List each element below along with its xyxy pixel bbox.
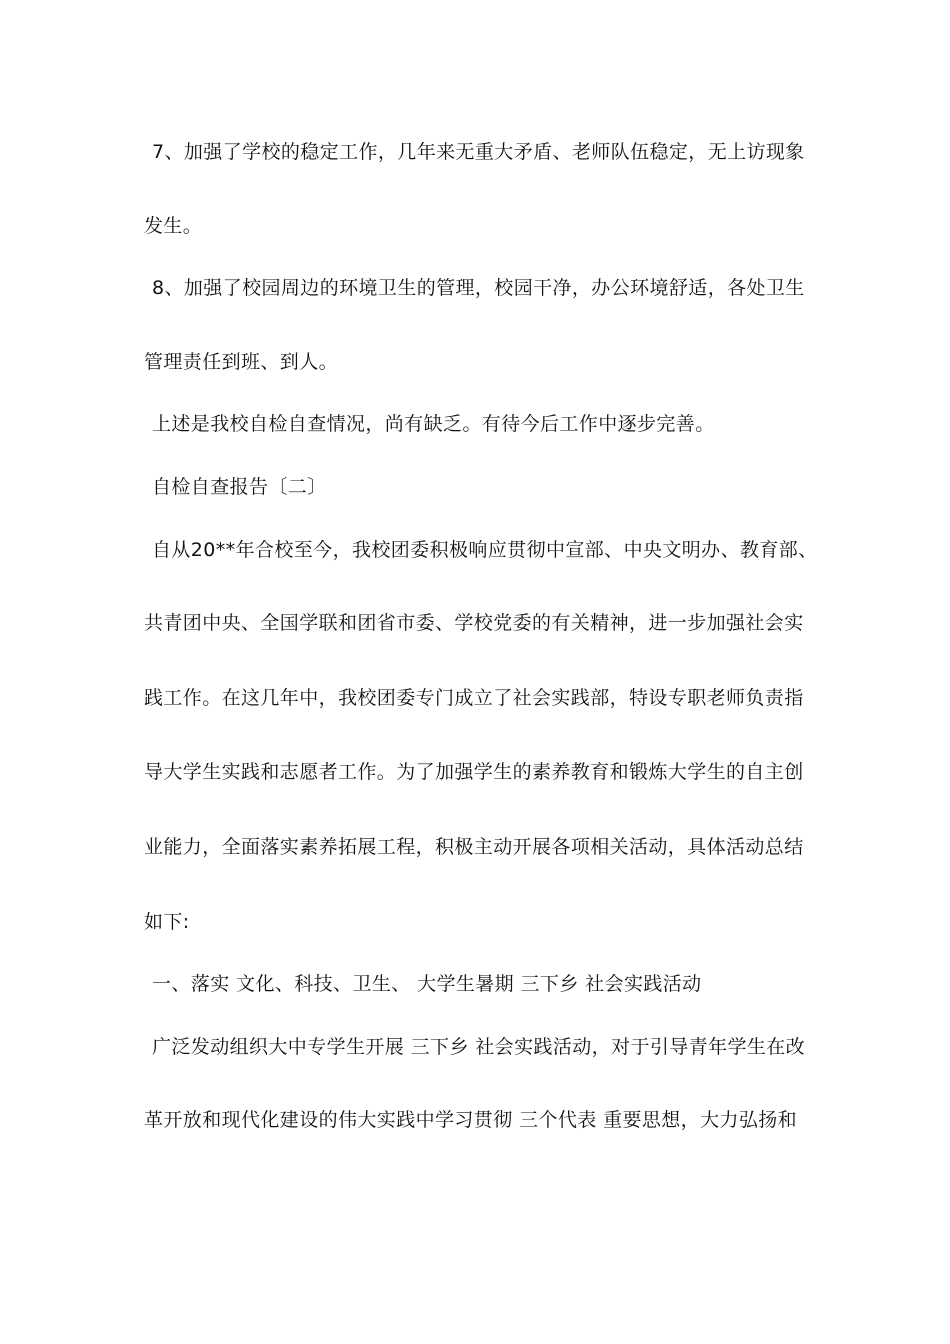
paragraph-item-8-line-2: 管理责任到班、到人。 (144, 351, 339, 373)
paragraph-item-7-line-1: 7、加强了学校的稳定工作，几年来无重大矛盾、老师队伍稳定，无上访现象 (152, 141, 805, 163)
paragraph-item-8-line-1: 8、加强了校园周边的环境卫生的管理，校园干净，办公环境舒适，各处卫生 (152, 277, 805, 299)
paragraph-intro-line-6: 如下: (144, 911, 190, 933)
paragraph-intro-line-5: 业能力，全面落实素养拓展工程，积极主动开展各项相关活动，具体活动总结 (144, 836, 804, 858)
paragraph-intro-line-2: 共青团中央、全国学联和团省市委、学校党委的有关精神，进一步加强社会实 (144, 612, 804, 634)
paragraph-section-one-line-1: 广泛发动组织大中专学生开展 三下乡 社会实践活动，对于引导青年学生在改 (152, 1036, 806, 1058)
paragraph-intro-line-1: 自从20**年合校至今，我校团委积极响应贯彻中宣部、中央文明办、教育部、 (152, 539, 818, 561)
paragraph-item-7-line-2: 发生。 (144, 215, 203, 237)
section-heading-one: 一、落实 文化、科技、卫生、 大学生暑期 三下乡 社会实践活动 (152, 973, 702, 995)
section-heading-report-2: 自检自查报告〔二〕 (152, 476, 327, 498)
paragraph-intro-line-3: 践工作。在这几年中，我校团委专门成立了社会实践部，特设专职老师负责指 (144, 687, 804, 709)
paragraph-intro-line-4: 导大学生实践和志愿者工作。为了加强学生的素养教育和锻炼大学生的自主创 (144, 761, 804, 783)
paragraph-section-one-line-2: 革开放和现代化建设的伟大实践中学习贯彻 三个代表 重要思想，大力弘扬和 (144, 1109, 798, 1131)
paragraph-summary: 上述是我校自检自查情况，尚有缺乏。有待今后工作中逐步完善。 (152, 413, 715, 435)
